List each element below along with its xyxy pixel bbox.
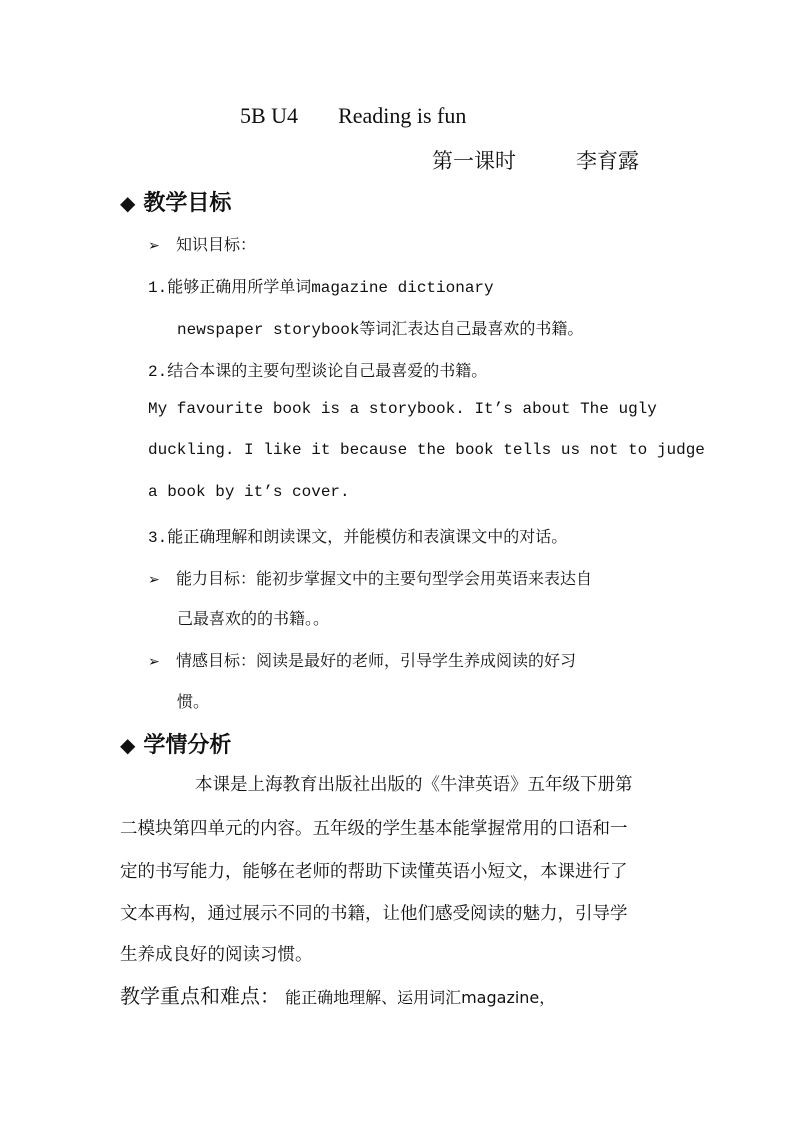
objective-item-3: 3.能正确理解和朗读课文，并能模仿和表演课文中的对话。 (148, 529, 568, 547)
section-heading-analysis (120, 728, 231, 759)
example-sentence-line-1: My favourite book is a storybook. It’s about The ugly (148, 400, 657, 418)
objective-item-1-line-1: 1.能够正确用所学单词magazine dictionary (148, 279, 494, 297)
knowledge-objective-label (148, 232, 256, 255)
section-title: 教学目标 (143, 191, 232, 216)
analysis-paragraph-line-3: 定的书写能力，能够在老师的帮助下读懂英语小短文，本课进行了 (120, 862, 628, 882)
ability-line-1: 能力目标：能初步掌握文中的主要句型学会用英语来表达自 (176, 569, 593, 588)
emotion-line-2: 惯。 (177, 692, 210, 711)
arrow-bullet-icon: ➢ (148, 238, 160, 254)
example-sentence-line-2: duckling. I like it because the book tells us not to judge (148, 441, 705, 459)
teacher-name: 李育露 (576, 149, 639, 173)
section-title: 学情分析 (143, 733, 232, 758)
key-points-label: 教学重点和难点： (120, 984, 280, 1008)
unit-topic: Reading is fun (338, 103, 467, 128)
knowledge-label-text: 知识目标： (176, 235, 257, 254)
ability-objective (148, 566, 592, 589)
emotion-line-1: 情感目标：阅读是最好的老师，引导学生养成阅读的好习 (176, 651, 577, 670)
diamond-bullet-icon: ◆ (120, 191, 136, 215)
objective-item-2: 2.结合本课的主要句型谈论自己最喜爱的书籍。 (148, 363, 488, 381)
ability-line-2: 己最喜欢的的书籍。。 (177, 609, 330, 628)
analysis-paragraph-line-4: 文本再构，通过展示不同的书籍，让他们感受阅读的魅力，引导学 (120, 904, 628, 924)
analysis-paragraph-line-5: 生养成良好的阅读习惯。 (120, 945, 313, 965)
document-title (240, 103, 466, 129)
key-points (120, 980, 555, 1009)
diamond-bullet-icon: ◆ (120, 733, 136, 757)
analysis-paragraph-line-2: 二模块第四单元的内容。五年级的学生基本能掌握常用的口语和一 (120, 819, 628, 839)
section-heading-objectives (120, 186, 231, 217)
unit-code: 5B U4 (240, 103, 299, 128)
arrow-bullet-icon: ➢ (148, 572, 160, 588)
objective-item-1-line-2: newspaper storybook等词汇表达自己最喜欢的书籍。 (177, 321, 584, 339)
example-sentence-line-3: a book by it’s cover. (148, 483, 350, 501)
emotion-objective (148, 648, 576, 671)
lesson-label: 第一课时 (432, 149, 516, 173)
document-subtitle (432, 145, 639, 175)
arrow-bullet-icon: ➢ (148, 654, 160, 670)
analysis-paragraph-line-1: 本课是上海教育出版社出版的《牛津英语》五年级下册第 (195, 775, 633, 795)
key-points-text: 能正确地理解、运用词汇magazine， (285, 988, 556, 1007)
